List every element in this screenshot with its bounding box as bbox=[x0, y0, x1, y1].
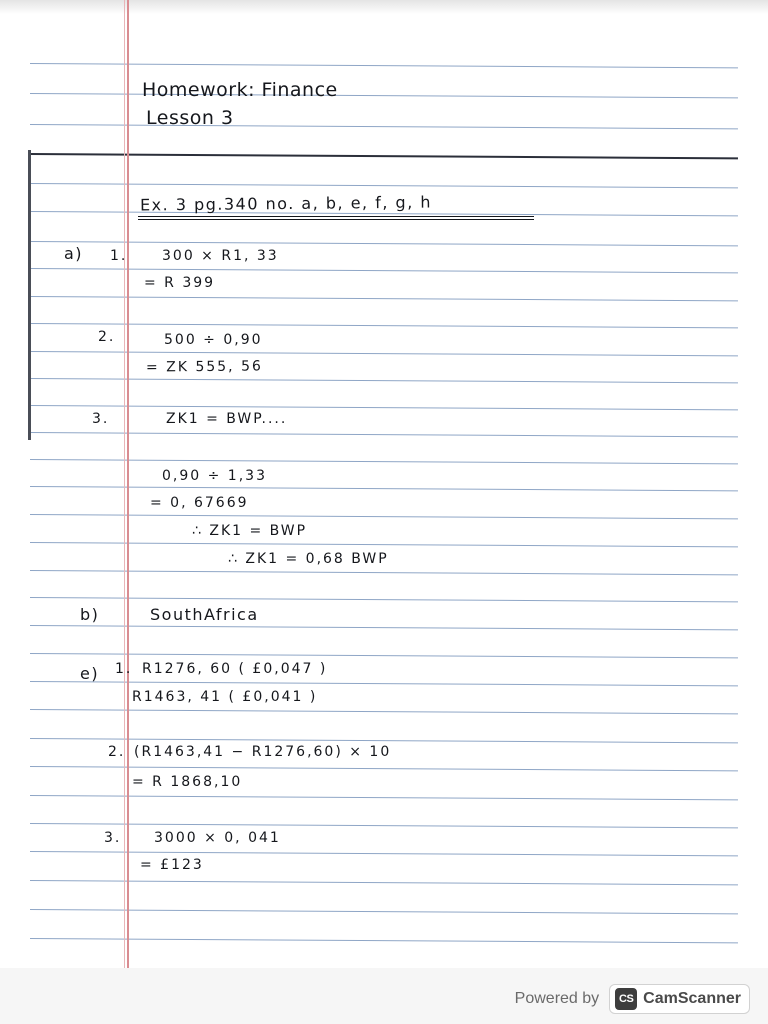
rule-line bbox=[30, 766, 738, 771]
rule-line bbox=[30, 93, 738, 98]
rule-line bbox=[30, 183, 738, 188]
q3-final-answer: ∴ ZK1 = 0,68 BWP bbox=[228, 551, 389, 567]
heavy-rule-line bbox=[30, 153, 738, 159]
margin-line bbox=[127, 0, 129, 970]
lesson-label: Lesson 3 bbox=[146, 107, 234, 129]
rule-line bbox=[30, 597, 738, 602]
camscanner-name: CamScanner bbox=[643, 990, 741, 1007]
exercise-underline bbox=[138, 216, 534, 217]
page-left-edge bbox=[28, 150, 31, 440]
rule-line bbox=[30, 880, 738, 885]
rule-line bbox=[30, 681, 738, 686]
e3-working: 3000 × 0, 041 bbox=[154, 830, 281, 846]
page-title: Homework: Finance bbox=[142, 79, 338, 101]
e3-number: 3. bbox=[104, 830, 122, 846]
rule-line bbox=[30, 459, 738, 464]
part-b-label: b) bbox=[80, 605, 100, 624]
q2-working: 500 ÷ 0,90 bbox=[164, 332, 263, 348]
e1-rate-two: R1463, 41 ( £0,041 ) bbox=[132, 689, 318, 705]
e2-answer: = R 1868,10 bbox=[132, 774, 243, 790]
rule-line bbox=[30, 738, 738, 743]
q3-therefore: ∴ ZK1 = BWP bbox=[192, 523, 308, 539]
q3-result: = 0, 67669 bbox=[150, 495, 249, 511]
rule-line bbox=[30, 296, 738, 301]
rule-line bbox=[30, 268, 738, 273]
exercise-heading: Ex. 3 pg.340 no. a, b, e, f, g, h bbox=[139, 192, 433, 215]
rule-line bbox=[30, 351, 738, 356]
margin-line-shadow bbox=[124, 0, 125, 970]
rule-line bbox=[30, 795, 738, 800]
rule-line bbox=[30, 823, 738, 828]
rule-line bbox=[30, 124, 738, 129]
powered-by-label: Powered by bbox=[514, 990, 600, 1007]
rule-line bbox=[30, 709, 738, 714]
part-b-answer: SouthAfrica bbox=[150, 605, 259, 624]
part-a-label: a) bbox=[64, 244, 84, 263]
rule-line bbox=[30, 63, 738, 68]
e1-number: 1. bbox=[115, 661, 133, 677]
q2-number: 2. bbox=[98, 329, 116, 345]
rule-line bbox=[30, 486, 738, 491]
q1-number: 1. bbox=[110, 248, 128, 264]
page-top-shade bbox=[0, 0, 768, 14]
camscanner-logo-icon: CS bbox=[615, 988, 637, 1010]
rule-line bbox=[30, 851, 738, 856]
rule-line bbox=[30, 909, 738, 914]
part-e-label: e) bbox=[80, 664, 100, 683]
e2-working: (R1463,41 − R1276,60) × 10 bbox=[134, 744, 392, 760]
rule-line bbox=[30, 405, 738, 410]
q1-answer: = R 399 bbox=[144, 275, 216, 291]
q3-statement: ZK1 = BWP.... bbox=[166, 411, 288, 427]
rule-line bbox=[30, 241, 738, 246]
e2-number: 2. bbox=[108, 744, 126, 760]
rule-line bbox=[30, 570, 738, 575]
q3-number: 3. bbox=[92, 411, 110, 427]
q2-answer: = ZK 555, 56 bbox=[145, 358, 263, 376]
e3-answer: = £123 bbox=[140, 857, 204, 873]
rule-line bbox=[30, 432, 738, 437]
rule-line bbox=[30, 625, 738, 630]
q3-working: 0,90 ÷ 1,33 bbox=[162, 468, 267, 484]
rule-line bbox=[30, 542, 738, 547]
rule-line bbox=[30, 653, 738, 658]
rule-line bbox=[30, 938, 738, 943]
rule-line bbox=[30, 323, 738, 328]
camscanner-watermark bbox=[515, 984, 750, 1014]
camscanner-badge bbox=[609, 984, 750, 1014]
rule-line bbox=[30, 378, 738, 383]
exercise-underline-second bbox=[138, 219, 534, 220]
q1-working: 300 × R1, 33 bbox=[162, 248, 279, 264]
e1-rate-one: R1276, 60 ( £0,047 ) bbox=[142, 661, 328, 677]
rule-line bbox=[30, 514, 738, 519]
